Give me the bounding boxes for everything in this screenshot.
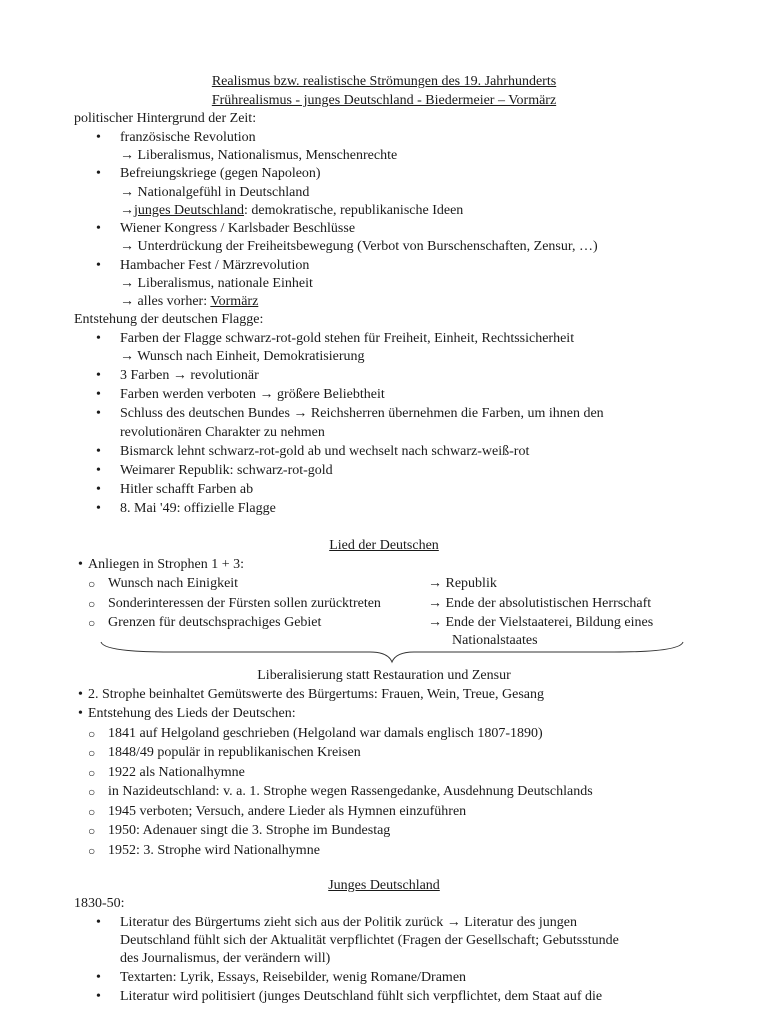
page-title: Realismus bzw. realistische Strömungen des 19. Jahrhunderts <box>211 74 557 89</box>
period-label: 1830-50: <box>74 896 125 911</box>
curly-brace-icon <box>100 640 684 664</box>
page-subtitle: Frührealismus - junges Deutschland - Biedermeier – Vormärz <box>211 93 557 108</box>
list-subitem: → Unterdrückung der Freiheitsbewegung (Verbot von Burschenschaften, Zensur, …) <box>120 239 598 254</box>
list-subitem <box>120 202 463 220</box>
circle-bullet: ○ <box>88 785 96 799</box>
bullet: • <box>96 166 101 181</box>
list-item: Entstehung des Lieds der Deutschen: <box>88 706 296 721</box>
anliegen-right: → Ende der Vielstaaterei, Bildung eines <box>428 615 654 630</box>
list-item: Farben werden verboten → größere Beliebtheit <box>120 387 385 402</box>
list-subitem: 1848/49 populär in republikanischen Kreisen <box>108 745 361 760</box>
circle-bullet: ○ <box>88 766 96 780</box>
circle-bullet: ○ <box>88 727 96 741</box>
list-subitem <box>120 293 258 311</box>
bullet: • <box>96 221 101 236</box>
bullet: • <box>96 387 101 402</box>
list-item: französische Revolution <box>120 130 256 145</box>
list-item: 2. Strophe beinhaltet Gemütswerte des Bürgertums: Frauen, Wein, Treue, Gesang <box>88 687 544 702</box>
brace-caption: Liberalisierung statt Restauration und Zensur <box>257 668 511 683</box>
section-heading-junges-deutschland: Junges Deutschland <box>328 878 440 893</box>
circle-bullet: ○ <box>88 844 96 858</box>
list-item: Anliegen in Strophen 1 + 3: <box>88 557 245 572</box>
bullet: • <box>96 444 101 459</box>
list-subitem: 1950: Adenauer singt die 3. Strophe im Bundestag <box>108 823 391 838</box>
anliegen-left: Wunsch nach Einigkeit <box>108 576 239 591</box>
anliegen-right-continuation: Nationalstaates <box>452 633 538 648</box>
list-item: 8. Mai '49: offizielle Flagge <box>120 501 276 516</box>
circle-bullet: ○ <box>88 824 96 838</box>
list-item: Bismarck lehnt schwarz-rot-gold ab und wechselt nach schwarz-weiß-rot <box>120 444 530 459</box>
list-item: Farben der Flagge schwarz-rot-gold stehen für Freiheit, Einheit, Rechtssicherheit <box>120 331 575 346</box>
section-heading-flag: Entstehung der deutschen Flagge: <box>74 312 264 327</box>
list-item: Literatur des Bürgertums zieht sich aus der Politik zurück → Literatur des jungen <box>120 915 577 930</box>
list-item: Weimarer Republik: schwarz-rot-gold <box>120 463 333 478</box>
term-vormaerz: Vormärz <box>210 294 259 309</box>
bullet: • <box>96 463 101 478</box>
anliegen-right: → Ende der absolutistischen Herrschaft <box>428 596 652 611</box>
bullet: • <box>96 406 101 421</box>
bullet: • <box>78 687 83 702</box>
bullet: • <box>78 557 83 572</box>
list-subitem: → Nationalgefühl in Deutschland <box>120 185 310 200</box>
bullet: • <box>96 482 101 497</box>
circle-bullet: ○ <box>88 616 96 630</box>
subitem-text: → alles vorher: <box>120 294 211 309</box>
list-subitem: 1841 auf Helgoland geschrieben (Helgoland war damals englisch 1807-1890) <box>108 726 543 741</box>
list-item: Befreiungskriege (gegen Napoleon) <box>120 166 321 181</box>
bullet: • <box>96 368 101 383</box>
list-item: Hambacher Fest / Märzrevolution <box>120 258 310 273</box>
list-subitem: → Wunsch nach Einheit, Demokratisierung <box>120 349 365 364</box>
bullet: • <box>96 989 101 1004</box>
list-item: Hitler schafft Farben ab <box>120 482 254 497</box>
list-item: 3 Farben → revolutionär <box>120 368 259 383</box>
bullet: • <box>96 915 101 930</box>
circle-bullet: ○ <box>88 805 96 819</box>
anliegen-left: Grenzen für deutschsprachiges Gebiet <box>108 615 322 630</box>
bullet: • <box>96 130 101 145</box>
subitem-text: : demokratische, republikanische Ideen <box>244 203 464 218</box>
list-item-continuation: revolutionären Charakter zu nehmen <box>120 425 325 440</box>
bullet: • <box>78 706 83 721</box>
bullet: • <box>96 258 101 273</box>
list-subitem: in Nazideutschland: v. a. 1. Strophe wegen Rassengedanke, Ausdehnung Deutschlands <box>108 784 593 799</box>
circle-bullet: ○ <box>88 746 96 760</box>
anliegen-left: Sonderinteressen der Fürsten sollen zurücktreten <box>108 596 381 611</box>
bullet: • <box>96 501 101 516</box>
list-item: Wiener Kongress / Karlsbader Beschlüsse <box>120 221 356 236</box>
circle-bullet: ○ <box>88 577 96 591</box>
bullet: • <box>96 331 101 346</box>
arrow-glyph: → <box>120 203 134 218</box>
list-subitem: → Liberalismus, Nationalismus, Menschenrechte <box>120 148 398 163</box>
list-item-continuation: Deutschland fühlt sich der Aktualität verpflichtet (Fragen der Gesellschaft; Gebutsstunde <box>120 933 619 948</box>
list-item: Textarten: Lyrik, Essays, Reisebilder, wenig Romane/Dramen <box>120 970 467 985</box>
list-item-continuation: des Journalismus, der verändern will) <box>120 951 331 966</box>
list-subitem: → Liberalismus, nationale Einheit <box>120 276 313 291</box>
list-subitem: 1922 als Nationalhymne <box>108 765 245 780</box>
list-subitem: 1945 verboten; Versuch, andere Lieder als Hymnen einzuführen <box>108 804 467 819</box>
term-junges-deutschland: junges Deutschland <box>134 203 245 218</box>
circle-bullet: ○ <box>88 597 96 611</box>
list-item: Literatur wird politisiert (junges Deutschland fühlt sich verpflichtet, dem Staat auf die <box>120 989 603 1004</box>
anliegen-right: → Republik <box>428 576 497 591</box>
section-heading-background: politischer Hintergrund der Zeit: <box>74 111 257 126</box>
bullet: • <box>96 970 101 985</box>
list-subitem: 1952: 3. Strophe wird Nationalhymne <box>108 843 320 858</box>
list-item: Schluss des deutschen Bundes → Reichsherren übernehmen die Farben, um ihnen den <box>120 406 604 421</box>
section-heading-lied: Lied der Deutschen <box>329 538 439 553</box>
